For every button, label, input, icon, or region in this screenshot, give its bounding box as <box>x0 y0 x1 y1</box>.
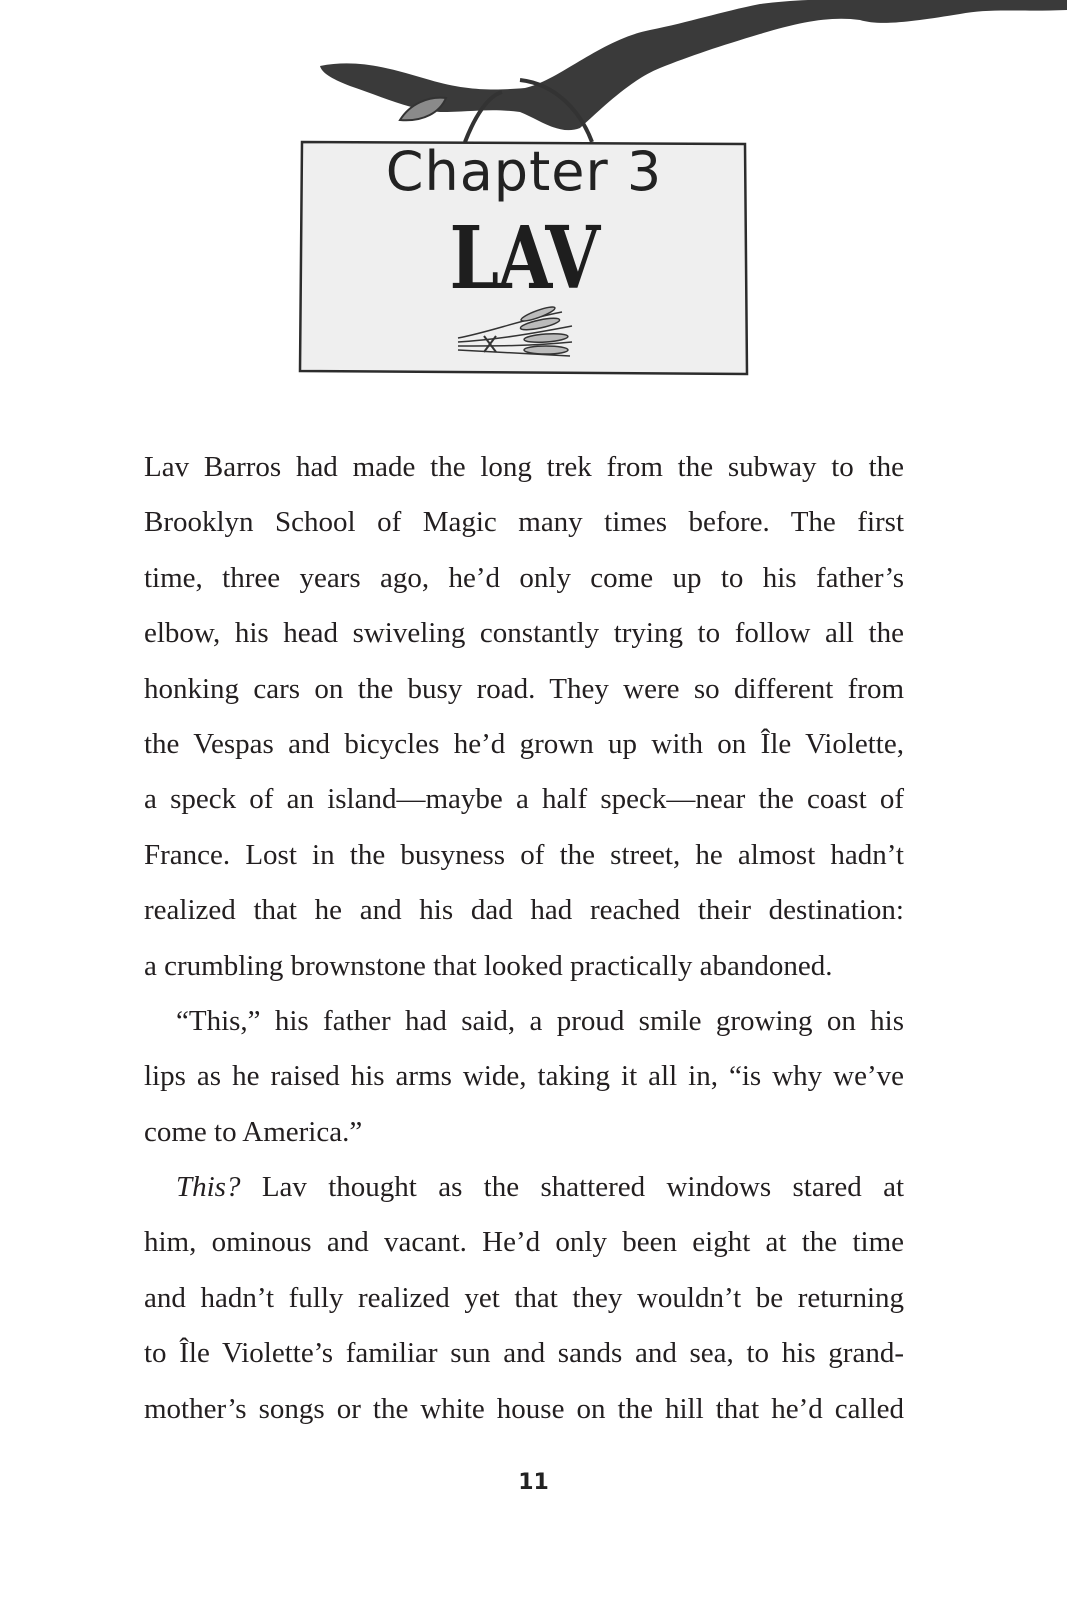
text-line: France. Lost in the busyness of the street, he almost hadn’t <box>144 838 904 871</box>
text-line: lips as he raised his arms wide, taking it all in, “is why we’ve <box>144 1060 904 1093</box>
text-line: Brooklyn School of Magic many times before. The first <box>144 506 904 539</box>
text-line: him, ominous and vacant. He’d only been eight at the time <box>144 1226 904 1259</box>
page-number: 11 <box>518 1470 549 1495</box>
text-line: “This,” his father had said, a proud smile growing on his <box>176 1004 904 1037</box>
text-line: mother’s songs or the white house on the hill that he’d called <box>144 1392 904 1425</box>
text-line: realized that he and his dad had reached their destination: <box>144 894 904 927</box>
text-line: honking cars on the busy road. They were so different from <box>144 672 904 705</box>
tree-branch-icon <box>320 0 1067 142</box>
chapter-title: LAV <box>449 208 599 309</box>
chapter-body-text <box>144 440 904 1437</box>
text-line: the Vespas and bicycles he’d grown up with on Île Violette, <box>144 727 904 760</box>
text-line: come to America.” <box>144 1115 363 1148</box>
text-line: a speck of an island—maybe a half speck—near the coast of <box>144 783 904 816</box>
text-line-remainder: Lav thought as the shattered windows stared at <box>261 1171 905 1204</box>
text-line: a crumbling brownstone that looked practically abandoned. <box>144 949 833 982</box>
text-line: time, three years ago, he’d only come up to his father’s <box>144 561 904 594</box>
chapter-number-label: Chapter 3 <box>385 140 663 203</box>
text-line: to Île Violette’s familiar sun and sands and sea, to his grand- <box>144 1337 904 1370</box>
text-line: elbow, his head swiveling constantly trying to follow all the <box>144 617 904 650</box>
italic-word: This? <box>176 1171 241 1204</box>
text-line-with-italic <box>144 1160 904 1215</box>
text-line: and hadn’t fully realized yet that they wouldn’t be returning <box>144 1281 904 1314</box>
text-line: Lav Barros had made the long trek from the subway to the <box>144 451 904 483</box>
